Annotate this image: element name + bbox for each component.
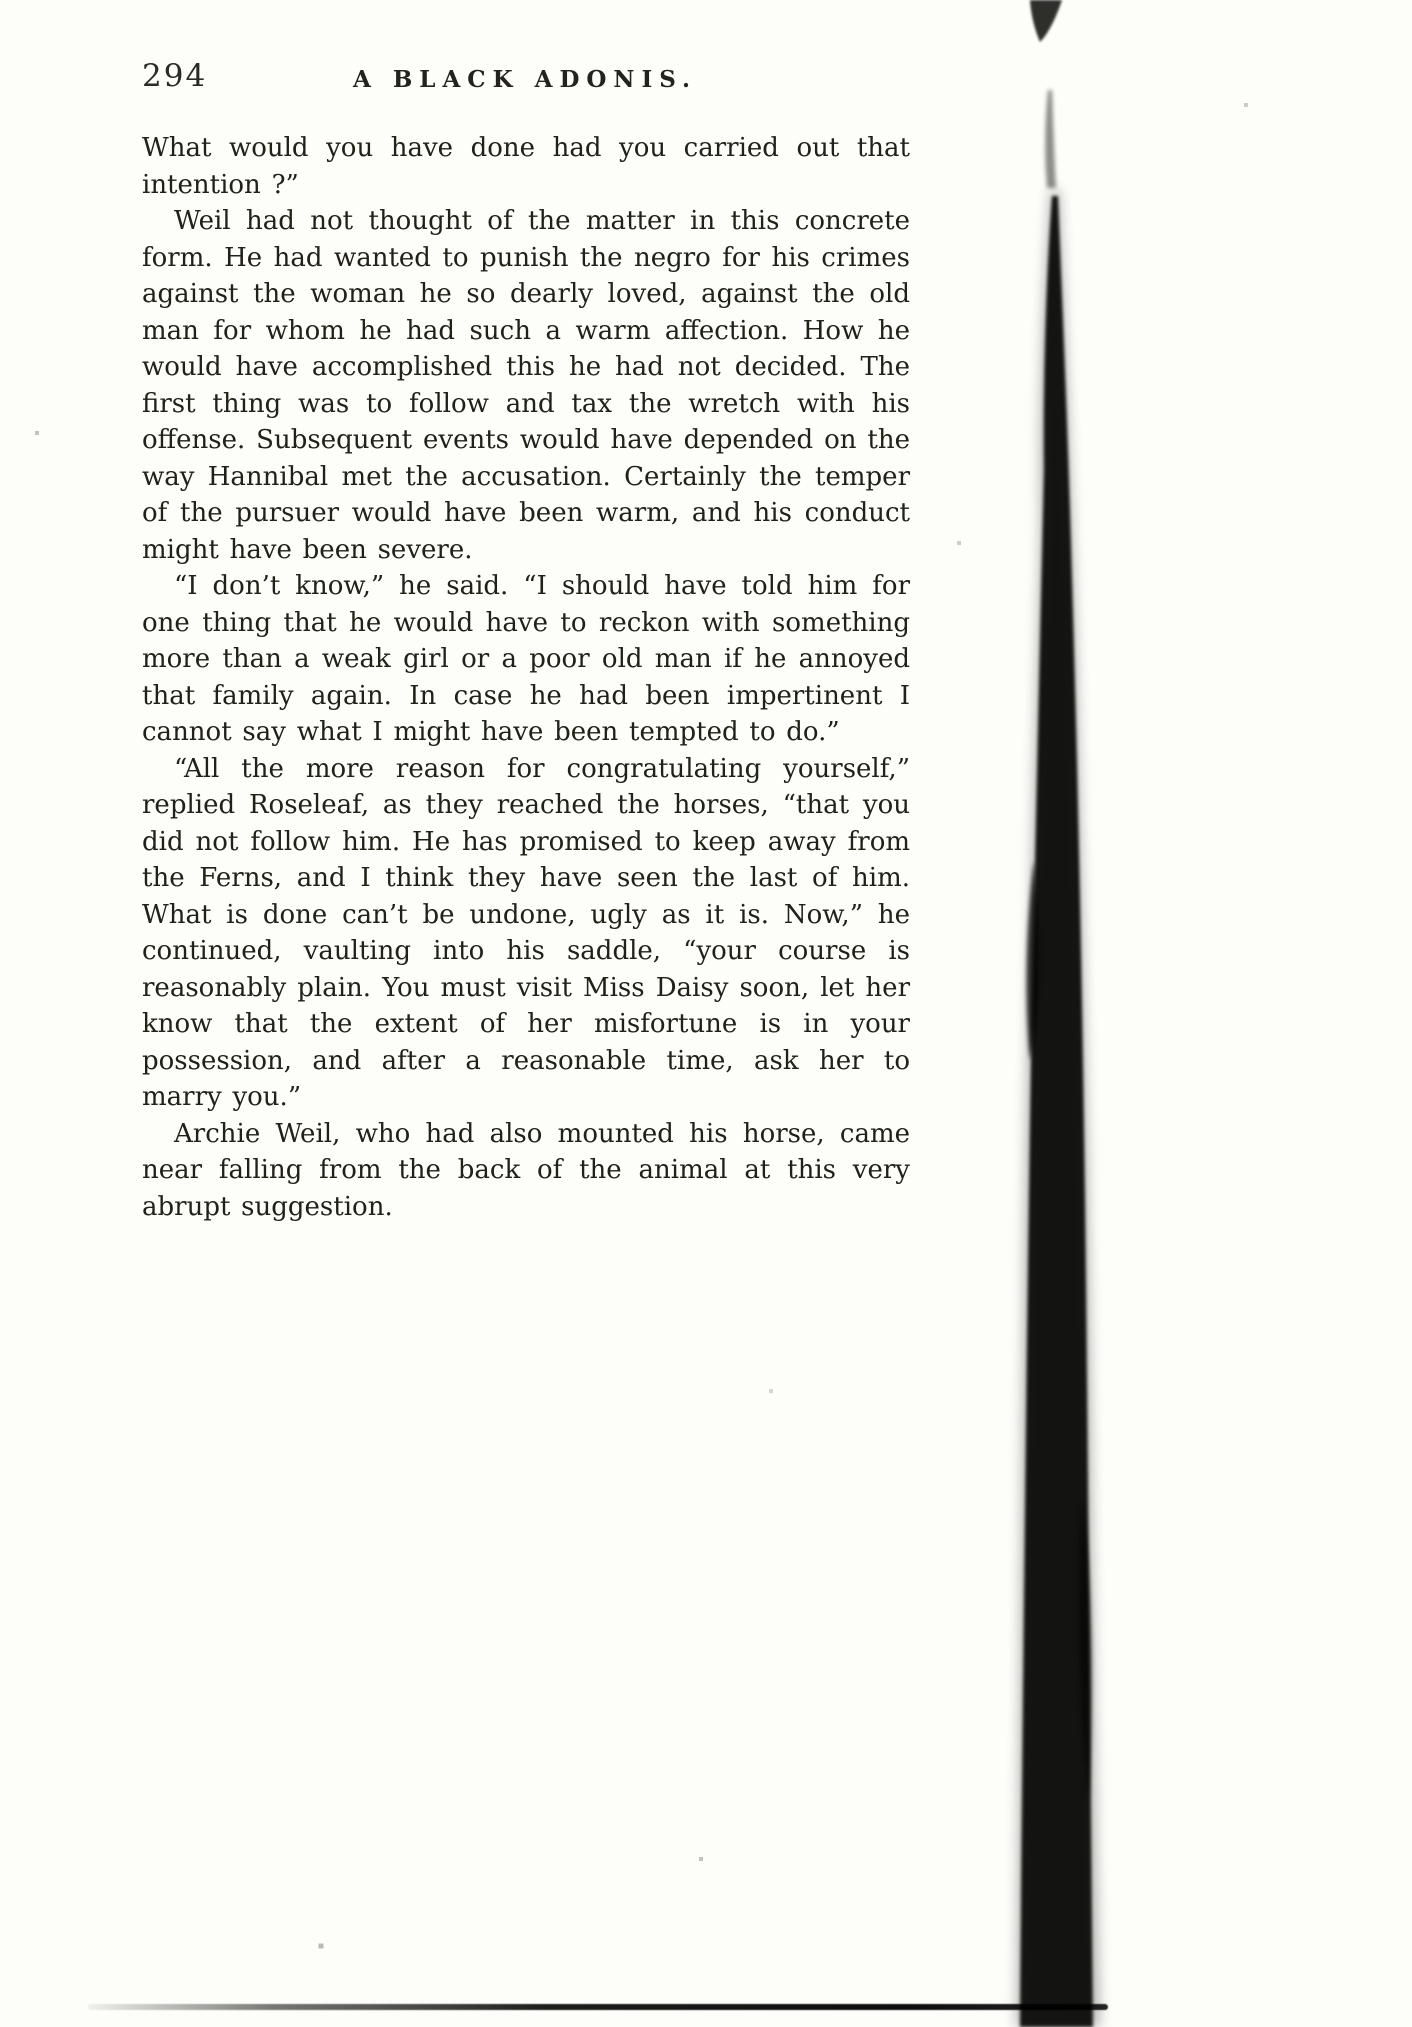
running-title: A BLACK ADONIS. — [352, 66, 698, 93]
scan-artifact-right — [990, 0, 1190, 2027]
paragraph: Weil had not thought of the matter in this concrete form. He had wanted to punish the negro for his crimes against the woman he so dearly loved, against the old man for whom he had such a warm affection. How he would have accomplished this he had not decided. The first thing was to follow and tax the wretch with his offense. Subsequent events would have depended on the way Hannibal met the accusation. Certainly the temper of the pursuer would have been warm, and his conduct might have been severe. — [142, 206, 910, 565]
paragraph: Archie Weil, who had also mounted his horse, came near falling from the back of the animal at this very abrupt suggestion. — [142, 1118, 910, 1222]
scan-specks — [0, 0, 2, 2]
paragraph: What would you have done had you carried out that intention ?” — [142, 133, 910, 200]
text-block — [142, 130, 910, 1225]
scan-artifact-shape — [990, 0, 1190, 2027]
paragraph: “I don’t know,” he said. “I should have told him for one thing that he would have to reckon with something more than a weak girl or a poor old man if he annoyed that family again. In case he had been impertinent I cannot say what I might have been tempted to do.” — [142, 571, 910, 747]
paragraph: “All the more reason for congratulating yourself,” replied Roseleaf, as they reached the horses, “that you did not follow him. He has promised to keep away from the Ferns, and I think they have seen the last of him. What is done can’t be undone, ugly as it is. Now,” he continued, vaulting into his saddle, “your course is reasonably plain. You must visit Miss Daisy soon, let her know that the extent of her misfortune is in your possession, and after a reasonable time, ask her to marry you.” — [142, 753, 910, 1112]
scan-artifact-bottom — [88, 2004, 1108, 2010]
page-number: 294 — [142, 58, 208, 94]
